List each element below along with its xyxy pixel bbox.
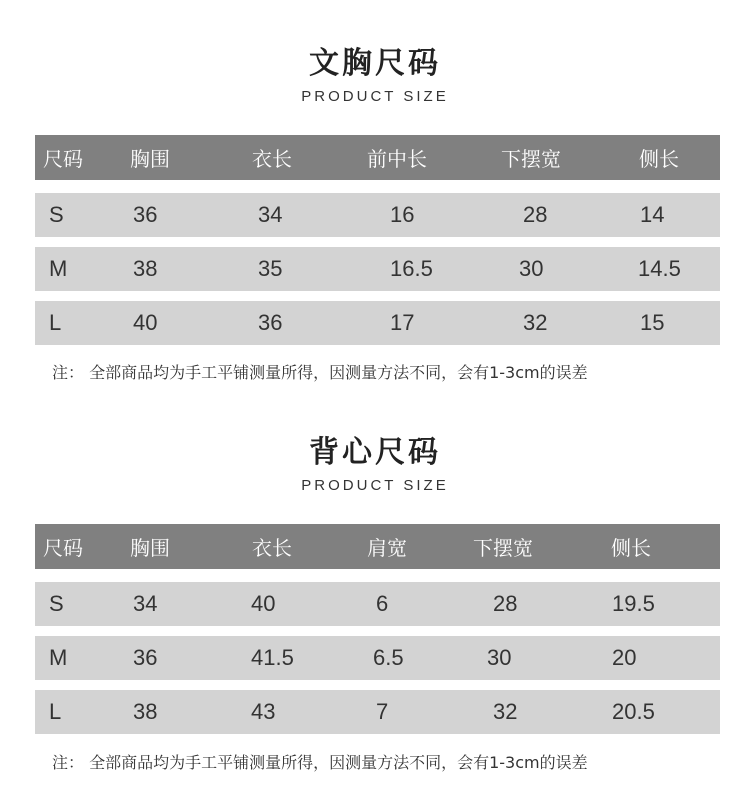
cell-length: 43: [251, 699, 276, 724]
header-side-length: 侧长: [639, 147, 679, 171]
cell-bust: 40: [133, 310, 158, 335]
cell-size: M: [49, 256, 68, 281]
vest-size-title: 背心尺码: [309, 435, 441, 470]
cell-side-length: 19.5: [612, 591, 655, 616]
cell-hem-width: 28: [523, 202, 548, 227]
cell-hem-width: 30: [487, 645, 512, 670]
cell-size: S: [49, 202, 64, 227]
table-header-row: [35, 524, 720, 569]
cell-bust: 38: [133, 256, 158, 281]
header-front-center-length: 前中长: [367, 147, 427, 171]
bra-size-title: 文胸尺码: [309, 46, 441, 81]
cell-hem-width: 30: [519, 256, 544, 281]
cell-length: 41.5: [251, 645, 294, 670]
header-size: 尺码: [43, 536, 83, 560]
cell-shoulder-width: 7: [376, 699, 389, 724]
table-row: [35, 301, 720, 345]
measurement-note: 注： 全部商品均为手工平铺测量所得，因测量方法不同，会有1-3cm的误差: [52, 363, 588, 382]
cell-front-center-length: 16: [390, 202, 415, 227]
header-side-length: 侧长: [611, 536, 651, 560]
cell-length: 35: [258, 256, 283, 281]
table-row: [35, 690, 720, 734]
header-bust: 胸围: [130, 147, 170, 171]
cell-length: 40: [251, 591, 276, 616]
header-shoulder-width: 肩宽: [367, 536, 407, 560]
header-bust: 胸围: [130, 536, 170, 560]
cell-hem-width: 32: [523, 310, 548, 335]
header-length: 衣长: [252, 147, 292, 171]
vest-size-subtitle: PRODUCT SIZE: [301, 477, 449, 494]
table-row: [35, 193, 720, 237]
cell-side-length: 20.5: [612, 699, 655, 724]
cell-length: 36: [258, 310, 283, 335]
cell-size: L: [49, 310, 62, 335]
cell-hem-width: 28: [493, 591, 518, 616]
cell-bust: 38: [133, 699, 158, 724]
header-length: 衣长: [252, 536, 292, 560]
header-size: 尺码: [43, 147, 83, 171]
table-row: [35, 247, 720, 291]
cell-bust: 36: [133, 202, 158, 227]
header-hem-width: 下摆宽: [501, 147, 561, 171]
cell-side-length: 15: [640, 310, 665, 335]
table-row: [35, 636, 720, 680]
measurement-note: 注： 全部商品均为手工平铺测量所得，因测量方法不同，会有1-3cm的误差: [52, 753, 588, 772]
cell-front-center-length: 17: [390, 310, 415, 335]
cell-size: S: [49, 591, 64, 616]
bra-size-subtitle: PRODUCT SIZE: [301, 88, 449, 105]
cell-bust: 36: [133, 645, 158, 670]
cell-front-center-length: 16.5: [390, 256, 433, 281]
cell-size: L: [49, 699, 62, 724]
cell-hem-width: 32: [493, 699, 518, 724]
cell-side-length: 14: [640, 202, 665, 227]
cell-side-length: 14.5: [638, 256, 681, 281]
cell-length: 34: [258, 202, 283, 227]
cell-size: M: [49, 645, 68, 670]
header-hem-width: 下摆宽: [473, 536, 533, 560]
cell-shoulder-width: 6.5: [373, 645, 404, 670]
cell-bust: 34: [133, 591, 158, 616]
cell-side-length: 20: [612, 645, 637, 670]
cell-shoulder-width: 6: [376, 591, 389, 616]
table-row: [35, 582, 720, 626]
table-header-row: [35, 135, 720, 180]
